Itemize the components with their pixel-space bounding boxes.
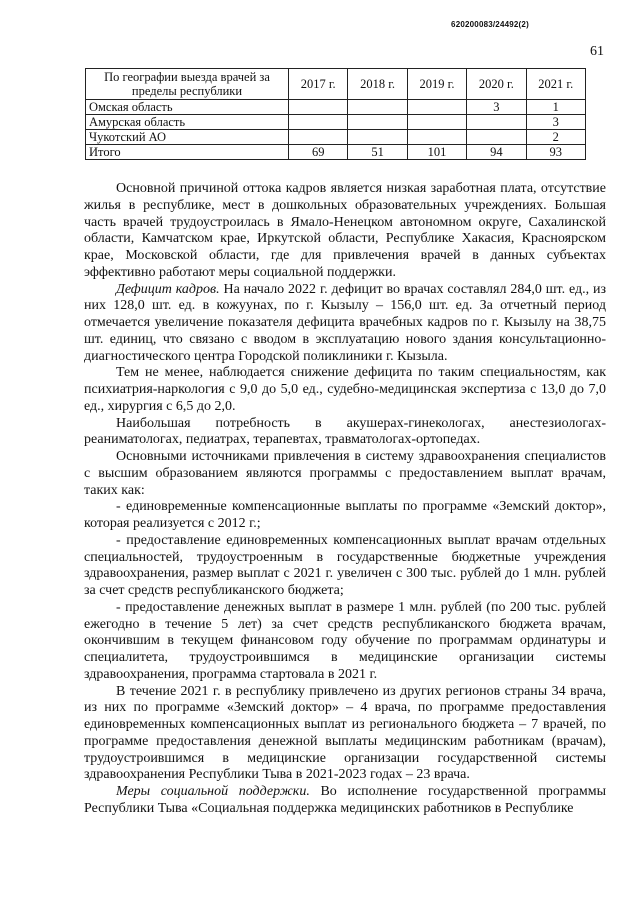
paragraph-sources: Основными источниками привлечения в систему здравоохранения специалистов с высшим образованием являются программы с предоставлением выплат врачам, таких как:	[84, 449, 606, 498]
table-total-row	[86, 145, 586, 160]
body-text	[84, 181, 606, 818]
table-cell	[348, 115, 407, 130]
paragraph-staff-deficit	[84, 282, 606, 366]
table-cell	[348, 100, 407, 115]
table-header-2019: 2019 г.	[407, 69, 466, 100]
list-item: - предоставление единовременных компенсационных выплат врачам отдельных специальностей, трудоустроенным в государственные бюджетные учреждения здравоохранения, размер выплат с 2021 г. увеличен с 300 тыс. рублей до 1 млн. рублей за счет средств республиканского бюджета;	[84, 532, 606, 598]
paragraph-outflow-reasons: Основной причиной оттока кадров является низкая заработная плата, отсутствие жилья в республике, мест в дошкольных образовательных учреждениях. Большая часть врачей трудоустроилась в Ямало-Ненецком автономном округе, Сахалинской области, Камчатском крае, Иркутской области, Республике Хакасия, Красноярском крае, Московской области, где для привлечения врачей в данных субъектах эффективно работают меры социальной поддержки.	[84, 181, 606, 280]
paragraph-lead: Дефицит кадров.	[116, 281, 220, 297]
table-cell: 2	[526, 130, 585, 145]
table-cell: 101	[407, 145, 466, 160]
table-cell: 3	[526, 115, 585, 130]
paragraph-social-support	[84, 784, 606, 818]
table-cell	[289, 115, 348, 130]
table-cell	[289, 100, 348, 115]
paragraph-lead: Меры социальной поддержки.	[116, 784, 310, 799]
table-cell	[407, 130, 466, 145]
table-cell	[407, 100, 466, 115]
table-row	[86, 115, 586, 130]
table-cell: 93	[526, 145, 585, 160]
table-header-region: По географии выезда врачей за пределы республики	[86, 69, 289, 100]
table-header-2018: 2018 г.	[348, 69, 407, 100]
regions-table	[85, 68, 586, 160]
paragraph-text: Во исполнение государственной программы Республики Тыва «Социальная поддержка медицинских работников в Республике	[84, 784, 606, 816]
table-cell-region: Чукотский АО	[86, 130, 289, 145]
list-item: - единовременные компенсационные выплаты по программе «Земский доктор», которая реализуется с 2012 г.;	[84, 499, 606, 531]
paragraph-text: На начало 2022 г. дефицит во врачах составлял 284,0 шт. ед., из них 128,0 шт. ед. в кожуунах, по г. Кызылу – 156,0 шт. ед. За отчетный период отмечается увеличение показателя дефицита врачебных кадров по г. Кызылу на 38,75 шт. единиц, что связано с вводом в эксплуатацию нового здания консультационно-диагностического центра Городской поликлиники г. Кызыла.	[84, 281, 607, 364]
table-header-2017: 2017 г.	[289, 69, 348, 100]
table-header-2021: 2021 г.	[526, 69, 585, 100]
table-header-row	[86, 69, 586, 100]
table-cell-region: Омская область	[86, 100, 289, 115]
table-cell	[348, 130, 407, 145]
page-number: 61	[590, 44, 604, 59]
table-cell	[407, 115, 466, 130]
paragraph-deficit-decrease: Тем не менее, наблюдается снижение дефицита по таким специальностям, как психиатрия-наркология с 9,0 до 5,0 ед., судебно-медицинская экспертиза с 13,0 до 7,0 ед., хирургия с 6,5 до 2,0.	[84, 365, 606, 414]
table-cell: 51	[348, 145, 407, 160]
table-cell: 94	[467, 145, 526, 160]
table-cell-region: Итого	[86, 145, 289, 160]
table-cell: 3	[467, 100, 526, 115]
table-row	[86, 100, 586, 115]
table-cell-region: Амурская область	[86, 115, 289, 130]
list-item: - предоставление денежных выплат в размере 1 млн. рублей (по 200 тыс. рублей ежегодно в течение 5 лет) за счет средств республиканского бюджета врачам, окончившим в текущем финансовом году обучение по программам ординатуры и специалитета, трудоустроившимся в медицинские организации системы здравоохранения, программа стартовала в 2021 г.	[84, 599, 606, 682]
table-cell	[289, 130, 348, 145]
table-header-2020: 2020 г.	[467, 69, 526, 100]
table-cell: 69	[289, 145, 348, 160]
table-row	[86, 130, 586, 145]
table-cell	[467, 130, 526, 145]
table-cell: 1	[526, 100, 585, 115]
document-id: 620200083/24492(2)	[451, 20, 529, 29]
paragraph-greatest-need: Наибольшая потребность в акушерах-гинекологах, анестезиологах-реаниматологах, педиатрах, терапевтах, травматологах-ортопедах.	[84, 415, 606, 448]
table-cell	[467, 115, 526, 130]
paragraph-2021-attracted: В течение 2021 г. в республику привлечено из других регионов страны 34 врача, из них по программе «Земский доктор» – 4 врача, по программе предоставления единовременных компенсационных выплат из регионального бюджета – 7 врачей, по программе предоставления денежной выплаты медицинским работникам (врачам), трудоустроившимся в медицинские организации государственной системы здравоохранения Республики Тыва в 2021-2023 годах – 23 врача.	[84, 683, 606, 783]
